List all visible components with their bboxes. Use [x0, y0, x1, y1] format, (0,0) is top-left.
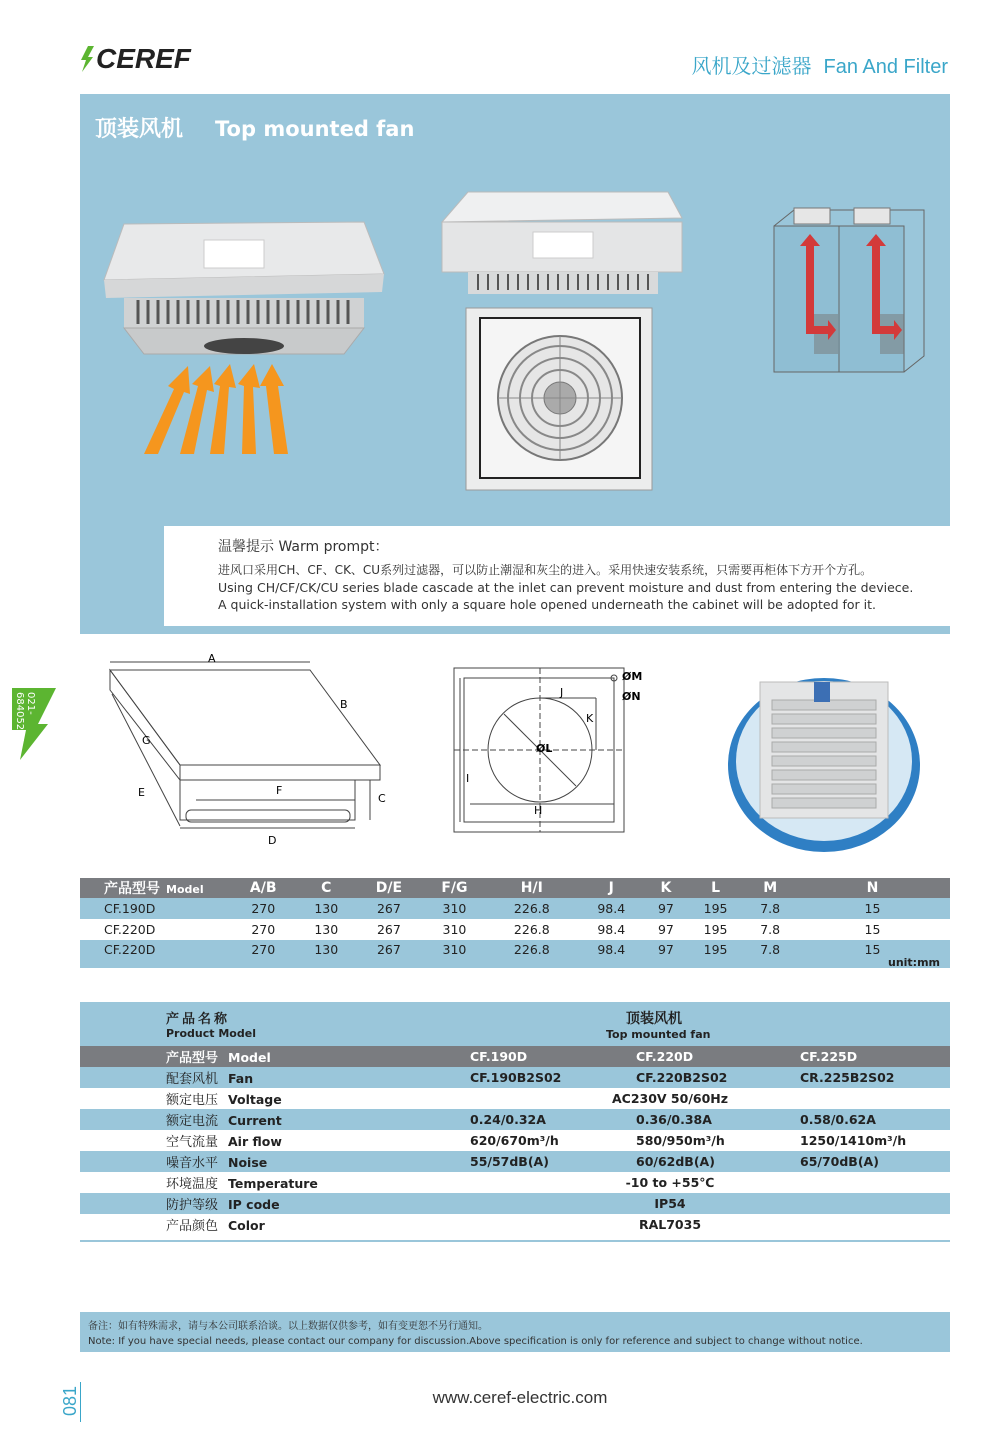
spec-label	[80, 1193, 470, 1214]
spec-label-cn: 额定电压	[166, 1093, 219, 1108]
spec-value: 0.58/0.62A	[800, 1109, 950, 1130]
spec-value: CF.220D	[636, 1046, 800, 1067]
dim-cell: 130	[296, 940, 356, 968]
page-category	[679, 50, 948, 79]
spec-head-name-cn: 产品名称	[166, 1012, 231, 1027]
dim-cell: 310	[422, 940, 487, 968]
dim-header-model	[80, 878, 230, 898]
spec-label	[80, 1088, 470, 1109]
brand-name: CEREF	[96, 43, 191, 74]
spec-value: CF.190B2S02	[470, 1067, 636, 1088]
spec-row-color	[80, 1214, 950, 1235]
spec-label	[80, 1109, 470, 1130]
dim-cell: 97	[646, 898, 686, 919]
dim-cell-model: CF.220D	[80, 940, 230, 968]
dim-header-col: J	[577, 878, 647, 898]
dim-header-col: F/G	[422, 878, 487, 898]
warm-prompt-en-1: Using CH/CF/CK/CU series blade cascade at the inlet can prevent moisture and dust from entering the deviece.	[218, 580, 914, 595]
dim-cell: 7.8	[745, 898, 795, 919]
brand-logo	[80, 44, 191, 74]
spec-value: 620/670m³/h	[470, 1130, 636, 1151]
footnote-cn: 备注：如有特殊需求，请与本公司联系洽谈。以上数据仅供参考，如有变更恕不另行通知。	[88, 1321, 488, 1332]
dim-label-C: C	[378, 792, 386, 805]
spec-label-en: Current	[228, 1113, 282, 1128]
dim-header-col: L	[686, 878, 746, 898]
spec-value: AC230V 50/60Hz	[470, 1088, 950, 1109]
dimension-table-header	[80, 878, 950, 898]
website-link[interactable]: www.ceref-electric.com	[432, 1388, 608, 1407]
footnote	[80, 1312, 950, 1352]
dim-cell: 270	[230, 940, 296, 968]
hero-title-cn: 顶装风机	[95, 117, 184, 142]
dim-header-col: C	[296, 878, 356, 898]
spec-value: CR.225B2S02	[800, 1067, 950, 1088]
dim-cell: 267	[356, 919, 422, 940]
dim-label-N: ØN	[622, 690, 641, 703]
warm-prompt-cn: 进风口采用CH、CF、CK、CU系列过滤器，可以防止潮湿和灰尘的进入。采用快速安装系统，只需要再柜体下方开个方孔。	[218, 563, 873, 577]
dim-label-J: J	[560, 686, 564, 699]
dim-label-D: D	[268, 834, 277, 847]
spec-label	[80, 1172, 470, 1193]
spec-value: 60/62dB(A)	[636, 1151, 800, 1172]
category-cn: 风机及过滤器	[691, 56, 812, 78]
dim-cell: 98.4	[577, 940, 647, 968]
spec-table-bottom-rule	[80, 1240, 950, 1242]
dim-label-H: H	[534, 804, 543, 817]
spec-label-en: Color	[228, 1218, 265, 1233]
dim-header-col: K	[646, 878, 686, 898]
dim-cell: 267	[356, 940, 422, 968]
cabinet-illustration	[770, 206, 930, 376]
spec-value: CF.225D	[800, 1046, 950, 1067]
spec-table	[80, 1002, 950, 1235]
spec-value: 0.24/0.32A	[470, 1109, 636, 1130]
spec-label-en: Fan	[228, 1071, 254, 1086]
dim-cell: 270	[230, 898, 296, 919]
spec-label	[80, 1130, 470, 1151]
dim-label-F: F	[276, 784, 283, 797]
dim-cell: 7.8	[745, 919, 795, 940]
dim-label-B: B	[340, 698, 348, 711]
spec-label-en: IP code	[228, 1197, 280, 1212]
fan-unit-photo	[94, 214, 394, 454]
dim-cell-model: CF.190D	[80, 898, 230, 919]
dim-cell: 270	[230, 919, 296, 940]
table-row	[80, 940, 950, 968]
dim-header-col: A/B	[230, 878, 296, 898]
cutout-dimension-drawing	[450, 664, 650, 836]
page-number: 081	[60, 1386, 80, 1417]
dim-header-col: H/I	[487, 878, 576, 898]
spec-label-en: Temperature	[228, 1176, 318, 1191]
unit-label: unit:mm	[887, 956, 940, 969]
spec-head-product-en: Top mounted fan	[606, 1027, 711, 1041]
spec-label	[80, 1046, 470, 1067]
dim-cell: 130	[296, 919, 356, 940]
spec-row-airflow	[80, 1130, 950, 1151]
spec-value: RAL7035	[470, 1214, 950, 1235]
spec-label-cn: 产品型号	[166, 1051, 219, 1066]
spec-label-en: Model	[228, 1050, 271, 1065]
spec-head-product	[470, 1002, 950, 1046]
spec-label-cn: 噪音水平	[166, 1156, 219, 1171]
dim-header-col: N	[795, 878, 950, 898]
dim-cell: 15	[795, 919, 950, 940]
spec-row-voltage	[80, 1088, 950, 1109]
dim-header-model-cn: 产品型号	[104, 881, 160, 897]
warm-prompt-title: 温馨提示 Warm prompt：	[218, 539, 389, 555]
hero-title	[95, 112, 414, 143]
dim-label-G: G	[142, 734, 151, 747]
spec-label-cn: 额定电流	[166, 1114, 219, 1129]
dim-header-col: M	[745, 878, 795, 898]
dim-cell: 97	[646, 940, 686, 968]
dim-label-K: K	[586, 712, 594, 725]
dim-cell: 15	[864, 942, 881, 957]
spec-value: CF.220B2S02	[636, 1067, 800, 1088]
spec-row-current	[80, 1109, 950, 1130]
table-row	[80, 919, 950, 940]
dim-cell: 195	[686, 898, 746, 919]
spec-label-en: Noise	[228, 1155, 268, 1170]
side-dimension-drawing	[100, 650, 420, 860]
dim-header-col: D/E	[356, 878, 422, 898]
spec-label	[80, 1067, 470, 1088]
hero-panel	[80, 94, 950, 634]
spec-head-product-cn: 顶装风机	[626, 1010, 682, 1027]
dim-cell-last	[795, 940, 950, 968]
spec-value: 65/70dB(A)	[800, 1151, 950, 1172]
spec-table-head	[80, 1002, 950, 1046]
dim-cell: 98.4	[577, 898, 647, 919]
spec-row-noise	[80, 1151, 950, 1172]
spec-label-cn: 配套风机	[166, 1072, 219, 1087]
spec-label-en: Voltage	[228, 1092, 282, 1107]
spec-value: -10 to +55℃	[470, 1172, 950, 1193]
dimension-diagrams	[80, 650, 950, 860]
spec-value: 0.36/0.38A	[636, 1109, 800, 1130]
spec-label	[80, 1214, 470, 1235]
dim-cell: 226.8	[487, 919, 576, 940]
spec-row-ip	[80, 1193, 950, 1214]
spec-head-name	[80, 1002, 470, 1046]
dim-cell: 310	[422, 919, 487, 940]
footnote-en: Note: If you have special needs, please contact our company for discussion.Above specification is only for reference and subject to change without notice.	[88, 1336, 863, 1347]
hero-title-en: Top mounted fan	[215, 117, 415, 141]
lightning-bolt-icon	[80, 46, 94, 72]
dim-cell: 130	[296, 898, 356, 919]
dim-cell: 97	[646, 919, 686, 940]
dim-cell: 267	[356, 898, 422, 919]
dim-cell-model: CF.220D	[80, 919, 230, 940]
spec-value: 580/950m³/h	[636, 1130, 800, 1151]
spec-row-temperature	[80, 1172, 950, 1193]
spec-value: 55/57dB(A)	[470, 1151, 636, 1172]
spec-row-fan	[80, 1067, 950, 1088]
dim-cell: 7.8	[745, 940, 795, 968]
dim-cell: 195	[686, 919, 746, 940]
spec-value: 1250/1410m³/h	[800, 1130, 950, 1151]
spec-label-cn: 环境温度	[166, 1177, 219, 1192]
spec-label	[80, 1151, 470, 1172]
spec-label-cn: 产品颜色	[166, 1219, 219, 1234]
spec-row-model	[80, 1046, 950, 1067]
spec-value: CF.190D	[470, 1046, 636, 1067]
spec-head-name-en: Product Model	[166, 1027, 256, 1040]
dim-cell: 226.8	[487, 940, 576, 968]
dim-header-model-en: Model	[166, 883, 204, 896]
spec-label-cn: 防护等级	[166, 1198, 219, 1213]
dim-cell: 98.4	[577, 919, 647, 940]
filter-grille-photo	[726, 676, 922, 854]
fan-side-photo	[438, 188, 688, 298]
spec-label-cn: 空气流量	[166, 1135, 219, 1150]
dim-label-E: E	[138, 786, 145, 799]
fan-bottom-photo	[464, 306, 654, 492]
warm-prompt-box	[164, 526, 950, 626]
dim-label-M: ØM	[622, 670, 643, 683]
table-row	[80, 898, 950, 919]
category-en: Fan And Filter	[823, 56, 948, 78]
dim-cell: 195	[686, 940, 746, 968]
dimension-table	[80, 878, 950, 968]
dim-label-A: A	[208, 652, 216, 665]
spec-label-en: Air flow	[228, 1134, 282, 1149]
dim-cell: 226.8	[487, 898, 576, 919]
side-phone-number: 021-68405223	[14, 692, 36, 743]
dim-cell: 15	[795, 898, 950, 919]
spec-value: IP54	[470, 1193, 950, 1214]
dim-cell: 310	[422, 898, 487, 919]
warm-prompt-en-2: A quick-installation system with only a square hole opened underneath the cabinet will be adopted for it.	[218, 597, 877, 612]
dim-label-L: ØL	[536, 742, 553, 755]
dim-label-I: I	[466, 772, 470, 785]
